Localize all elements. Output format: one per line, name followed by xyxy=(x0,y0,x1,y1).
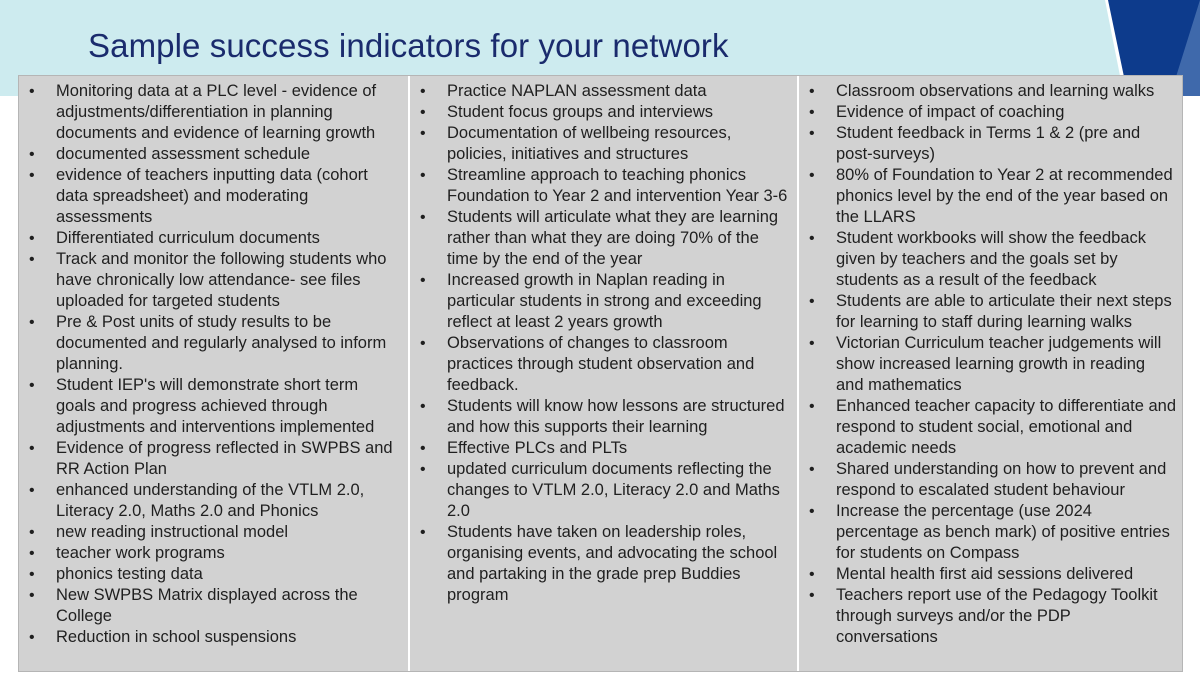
indicator-list xyxy=(799,81,1182,648)
indicator-item: • teacher work programs xyxy=(19,543,408,564)
indicator-list xyxy=(410,81,797,606)
indicator-item: • Students are able to articulate their next steps for learning to staff during learning walks xyxy=(799,291,1182,333)
indicator-item: • Practice NAPLAN assessment data xyxy=(410,81,797,102)
indicator-item: • Differentiated curriculum documents xyxy=(19,228,408,249)
indicator-item: • Effective PLCs and PLTs xyxy=(410,438,797,459)
indicator-item: • Track and monitor the following students who have chronically low attendance- see files uploaded for targeted students xyxy=(19,249,408,312)
indicator-item: • New SWPBS Matrix displayed across the College xyxy=(19,585,408,627)
indicator-item: • evidence of teachers inputting data (cohort data spreadsheet) and moderating assessments xyxy=(19,165,408,228)
indicator-item: • phonics testing data xyxy=(19,564,408,585)
indicator-column-1 xyxy=(19,76,408,671)
slide-title: Sample success indicators for your network xyxy=(88,27,729,64)
indicator-item: • documented assessment schedule xyxy=(19,144,408,165)
indicator-column-3 xyxy=(797,76,1182,671)
indicator-item: • Students will articulate what they are learning rather than what they are doing 70% of the time by the end of the year xyxy=(410,207,797,270)
indicator-item: • Increased growth in Naplan reading in particular students in strong and exceeding reflect at least 2 years growth xyxy=(410,270,797,333)
indicator-item: • Mental health first aid sessions delivered xyxy=(799,564,1182,585)
indicator-item: • Student feedback in Terms 1 & 2 (pre and post-surveys) xyxy=(799,123,1182,165)
indicators-table xyxy=(18,75,1183,672)
indicator-item: • Evidence of impact of coaching xyxy=(799,102,1182,123)
indicator-item: • Student workbooks will show the feedback given by teachers and the goals set by students as a result of the feedback xyxy=(799,228,1182,291)
indicator-item: • Shared understanding on how to prevent and respond to escalated student behaviour xyxy=(799,459,1182,501)
indicator-item: • Classroom observations and learning walks xyxy=(799,81,1182,102)
indicator-item: • Evidence of progress reflected in SWPBS and RR Action Plan xyxy=(19,438,408,480)
indicator-column-2 xyxy=(408,76,797,671)
indicator-item: • Reduction in school suspensions xyxy=(19,627,408,648)
indicator-item: • updated curriculum documents reflecting the changes to VTLM 2.0, Literacy 2.0 and Maths 2.0 xyxy=(410,459,797,522)
indicator-item: • 80% of Foundation to Year 2 at recommended phonics level by the end of the year based on the LLARS xyxy=(799,165,1182,228)
indicator-item: • Enhanced teacher capacity to differentiate and respond to student social, emotional and academic needs xyxy=(799,396,1182,459)
indicator-list xyxy=(19,81,408,648)
indicator-item: • Victorian Curriculum teacher judgements will show increased learning growth in reading and mathematics xyxy=(799,333,1182,396)
indicator-item: • Teachers report use of the Pedagogy Toolkit through surveys and/or the PDP conversations xyxy=(799,585,1182,648)
indicator-item: • enhanced understanding of the VTLM 2.0, Literacy 2.0, Maths 2.0 and Phonics xyxy=(19,480,408,522)
indicator-item: • Students will know how lessons are structured and how this supports their learning xyxy=(410,396,797,438)
indicator-item: • Observations of changes to classroom practices through student observation and feedback. xyxy=(410,333,797,396)
indicator-item: • Streamline approach to teaching phonics Foundation to Year 2 and intervention Year 3-6 xyxy=(410,165,797,207)
indicator-item: • Students have taken on leadership roles, organising events, and advocating the school and partaking in the grade prep Buddies program xyxy=(410,522,797,606)
indicator-item: • Increase the percentage (use 2024 percentage as bench mark) of positive entries for students on Compass xyxy=(799,501,1182,564)
indicator-item: • Student IEP's will demonstrate short term goals and progress achieved through adjustments and interventions implemented xyxy=(19,375,408,438)
indicator-item: • new reading instructional model xyxy=(19,522,408,543)
indicator-item: • Monitoring data at a PLC level - evidence of adjustments/differentiation in planning documents and evidence of learning growth xyxy=(19,81,408,144)
indicator-item: • Documentation of wellbeing resources, policies, initiatives and structures xyxy=(410,123,797,165)
indicator-item: • Pre & Post units of study results to be documented and regularly analysed to inform planning. xyxy=(19,312,408,375)
indicator-item: • Student focus groups and interviews xyxy=(410,102,797,123)
